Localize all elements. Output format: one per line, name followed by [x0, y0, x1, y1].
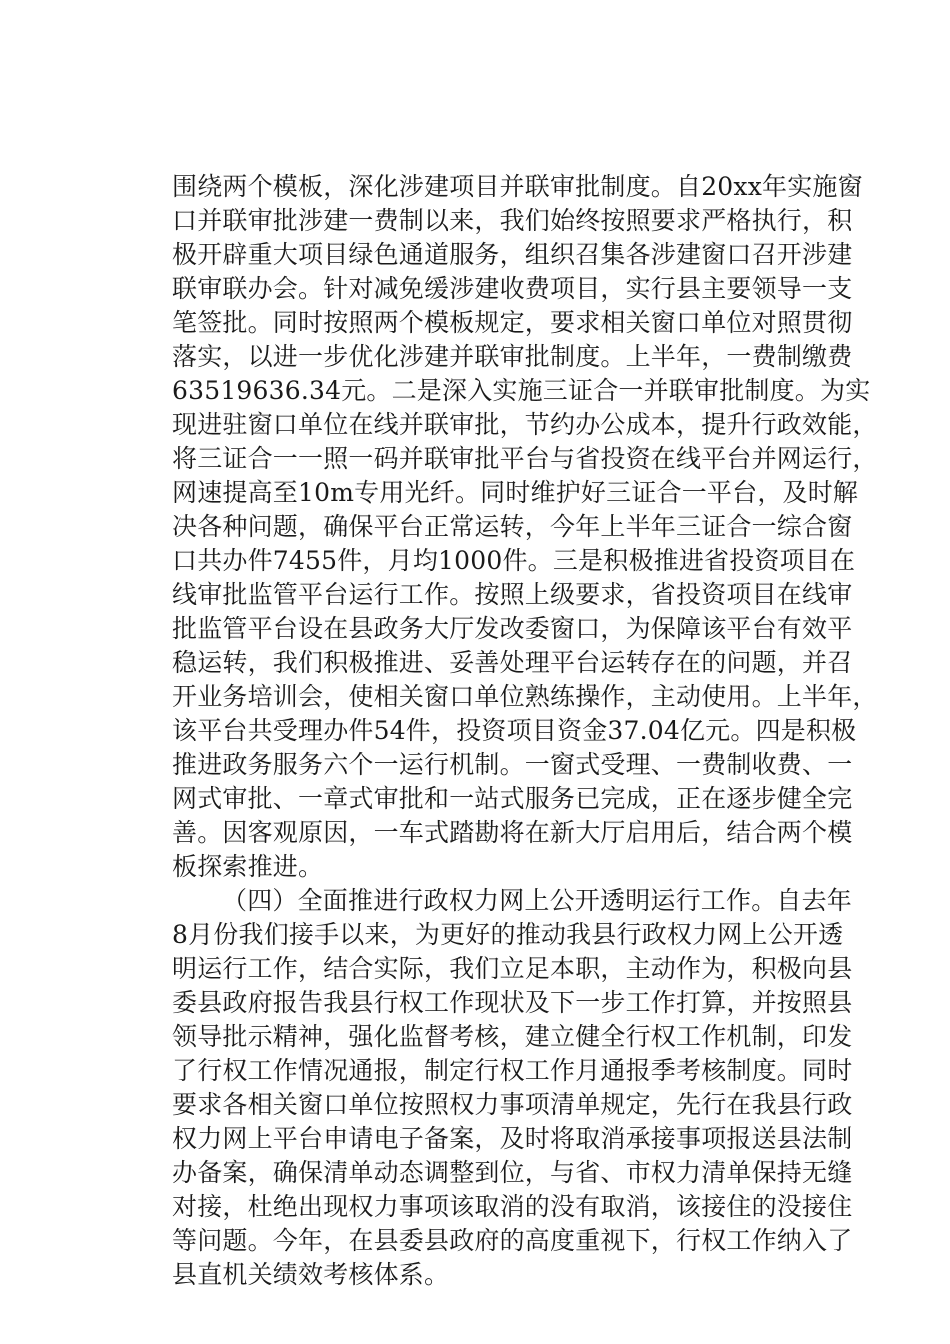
text-line: 该平台共受理办件54件，投资项目资金37.04亿元。四是积极 [172, 716, 857, 745]
text-line: 委县政府报告我县行权工作现状及下一步工作打算，并按照县 [172, 988, 853, 1017]
text-line: 网式审批、一章式审批和一站式服务已完成，正在逐步健全完 [172, 784, 853, 813]
text-line: 将三证合一一照一码并联审批平台与省投资在线平台并网运行， [172, 444, 878, 473]
text-line: 开业务培训会，使相关窗口单位熟练操作，主动使用。上半年， [172, 682, 878, 711]
text-line: 板探索推进。 [172, 852, 324, 881]
text-line: 稳运转，我们积极推进、妥善处理平台运转存在的问题，并召 [172, 648, 853, 677]
text-line: 落实，以进一步优化涉建并联审批制度。上半年，一费制缴费 [172, 342, 853, 371]
text-line: 批监管平台设在县政务大厅发改委窗口，为保障该平台有效平 [172, 614, 853, 643]
text-line: 决各种问题，确保平台正常运转，今年上半年三证合一综合窗 [172, 512, 853, 541]
text-line: 对接，杜绝出现权力事项该取消的没有取消，该接住的没接住 [172, 1192, 853, 1221]
text-line: 联审联办会。针对减免缓涉建收费项目，实行县主要领导一支 [172, 274, 853, 303]
text-line: 口并联审批涉建一费制以来，我们始终按照要求严格执行，积 [172, 206, 853, 235]
text-line: 口共办件7455件，月均1000件。三是积极推进省投资项目在 [172, 546, 856, 575]
text-line: 县直机关绩效考核体系。 [172, 1260, 450, 1289]
text-line: 8月份我们接手以来，为更好的推动我县行政权力网上公开透 [172, 920, 844, 949]
text-line: 网速提高至10m专用光纤。同时维护好三证合一平台，及时解 [172, 478, 859, 507]
text-line: 推进政务服务六个一运行机制。一窗式受理、一费制收费、一 [172, 750, 853, 779]
text-line: 明运行工作，结合实际，我们立足本职，主动作为，积极向县 [172, 954, 853, 983]
text-line: 了行权工作情况通报，制定行权工作月通报季考核制度。同时 [172, 1056, 853, 1085]
text-line: 等问题。今年，在县委县政府的高度重视下，行权工作纳入了 [172, 1226, 853, 1255]
text-line: 63519636.34元。二是深入实施三证合一并联审批制度。为实 [172, 376, 871, 405]
text-line: 现进驻窗口单位在线并联审批，节约办公成本，提升行政效能， [172, 410, 878, 439]
text-line: 极开辟重大项目绿色通道服务，组织召集各涉建窗口召开涉建 [172, 240, 853, 269]
text-line: 权力网上平台申请电子备案，及时将取消承接事项报送县法制 [172, 1124, 853, 1153]
text-line: 善。因客观原因，一车式踏勘将在新大厅启用后，结合两个模 [172, 818, 853, 847]
section-heading-line: （四）全面推进行政权力网上公开透明运行工作。自去年 [222, 886, 853, 915]
text-line: 领导批示精神，强化监督考核，建立健全行权工作机制，印发 [172, 1022, 853, 1051]
text-line: 要求各相关窗口单位按照权力事项清单规定，先行在我县行政 [172, 1090, 853, 1119]
text-line: 线审批监管平台运行工作。按照上级要求，省投资项目在线审 [172, 580, 853, 609]
text-line: 办备案，确保清单动态调整到位，与省、市权力清单保持无缝 [172, 1158, 853, 1187]
text-line: 笔签批。同时按照两个模板规定，要求相关窗口单位对照贯彻 [172, 308, 853, 337]
text-line: 围绕两个模板，深化涉建项目并联审批制度。自20xx年实施窗 [172, 172, 863, 201]
